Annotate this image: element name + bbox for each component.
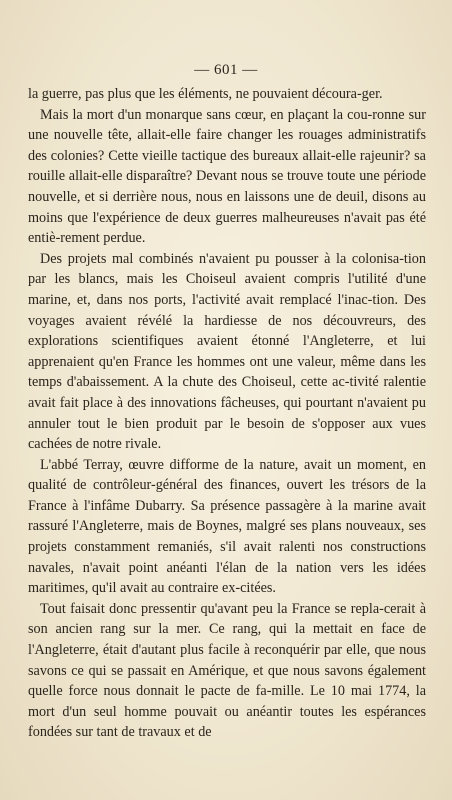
body-text xyxy=(28,84,426,743)
page-number: — 601 — xyxy=(194,62,258,78)
paragraph: Tout faisait donc pressentir qu'avant peu la France se repla-cerait à son ancien rang sur la mer. Ce rang, qui la mettait en face de l'Angleterre, était d'autant plus facile à reconquérir par elle, que nous savons ce qui se passait en Amérique, et que nous savons également quelle force nous donnait le pacte de fa-mille. Le 10 mai 1774, la mort d'un seul homme pouvait ou anéantir toutes les espérances fondées sur tant de travaux et de xyxy=(28,600,426,741)
paragraph: Mais la mort d'un monarque sans cœur, en plaçant la cou-ronne sur une nouvelle tête, allait-elle faire changer les rouages administratifs des colonies? Cette vieille tactique des bureaux allait-elle rajeunir? sa rouille allait-elle disparaître? Devant nous se trouve toute une période nouvelle, et si derrière nous, nous en laissons une de deuil, disons au moins que l'expérience de deux guerres malheureuses n'avait pas été entiè-rement perdue. xyxy=(28,106,426,247)
paragraph-continuation: la guerre, pas plus que les éléments, ne pouvaient découra-ger. xyxy=(28,86,383,102)
paragraph: L'abbé Terray, œuvre difforme de la nature, avait un moment, en qualité de contrôleur-général des finances, ouvert les trésors de la France à l'infâme Dubarry. Sa présence passagère à la marine avait rassuré l'Angleterre, mais de Boynes, malgré ses plans nouveaux, ses projets constamment remaniés, s'il avait ralenti nos constructions navales, n'avait point anéanti l'élan de la nation vers les idées maritimes, qu'il avait au contraire ex-citées. xyxy=(28,456,426,597)
paragraph: Des projets mal combinés n'avaient pu pousser à la colonisa-tion par les blancs, mais les Choiseul avaient compris l'utilité d'une marine, et, dans nos ports, l'activité avait remplacé l'inac-tion. Des voyages avaient révélé la hardiesse de nos découvreurs, des explorations scientifiques avaient étonné l'Angleterre, et lui apprenaient qu'en France les hommes ont une valeur, même dans les temps d'abaissement. A la chute des Choiseul, cette ac-tivité ralentie avait fait place à des innovations fâcheuses, qui pourtant n'avaient pu annuler tout le bien produit par le besoin de s'opposer aux vues cachées de notre rivale. xyxy=(28,250,426,453)
